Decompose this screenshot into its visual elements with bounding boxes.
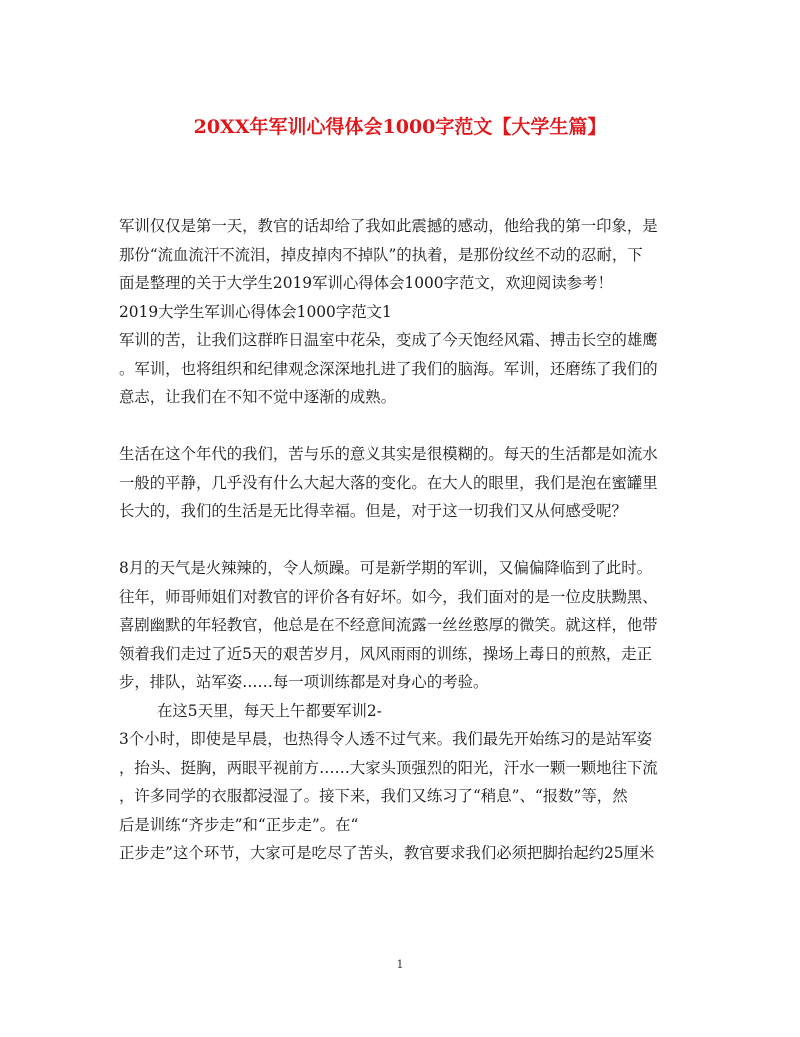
- text-line: 生活在这个年代的我们，苦与乐的意义其实是很模糊的。每天的生活都是如流水: [119, 445, 658, 463]
- text-line: 在这5天里，每天上午都要军训2-: [157, 701, 382, 720]
- paragraph-gap: [119, 412, 685, 441]
- page-number: 1: [396, 958, 404, 971]
- text-line: 8月的天气是火辣辣的，令人烦躁。可是新学期的军训，又偏偏降临到了此时。: [119, 559, 653, 577]
- text-line: 意志，让我们在不知不觉中逐渐的成熟。: [119, 388, 397, 406]
- text-line: 那份“流血流汗不流泪，掉皮掉肉不掉队”的执着，是那份纹丝不动的忍耐，下: [119, 245, 643, 264]
- section-heading: 2019大学生军训心得体会1000字范文1: [119, 302, 392, 321]
- text-line: 面是整理的关于大学生2019军训心得体会1000字范文，欢迎阅读参考！: [119, 274, 613, 292]
- text-line: 领着我们走过了近5天的艰苦岁月，风风雨雨的训练，操场上毒日的煎熬，走正: [119, 644, 653, 663]
- text-line: 往年，师哥师姐们对教官的评价各有好坏。如今，我们面对的是一位皮肤黝黑、: [119, 587, 658, 606]
- document-body: [119, 212, 685, 868]
- document-title: 20XX年军训心得体会1000字范文【大学生篇】: [193, 116, 607, 138]
- text-line: 后是训练“齐步走”和“正步走”。在“: [119, 815, 359, 834]
- text-line: 喜剧幽默的年轻教官，他总是在不经意间流露一丝丝憨厚的微笑。就这样，他带: [119, 616, 658, 634]
- text-line: ，许多同学的衣服都浸湿了。接下来，我们又练习了“稍息”、“报数”等，然: [119, 787, 628, 805]
- text-line: 。军训，也将组织和纪律观念深深地扎进了我们的脑海。军训，还磨练了我们的: [119, 359, 658, 378]
- text-line: 步，排队，站军姿……每一项训练都是对身心的考验。: [119, 673, 489, 691]
- text-line: 3个小时，即使是早晨，也热得令人透不过气来。我们最先开始练习的是站军姿: [119, 730, 653, 748]
- text-line: 军训仅仅是第一天，教官的话却给了我如此震撼的感动，他给我的第一印象，是: [119, 217, 658, 235]
- paragraph-gap: [119, 526, 685, 555]
- text-line: 正步走”这个环节，大家可是吃尽了苦头，教官要求我们必须把脚抬起约25厘米: [119, 844, 655, 862]
- text-line: 长大的，我们的生活是无比得幸福。但是，对于这一切我们又从何感受呢？: [119, 502, 627, 520]
- text-line: ，抬头、挺胸，两眼平视前方……大家头顶强烈的阳光，汗水一颗一颗地往下流: [119, 758, 658, 777]
- text-line: 一般的平静，几乎没有什么大起大落的变化。在大人的眼里，我们是泡在蜜罐里: [119, 473, 658, 492]
- text-line: 军训的苦，让我们这群昨日温室中花朵，变成了今天饱经风霜、搏击长空的雄鹰: [119, 331, 658, 349]
